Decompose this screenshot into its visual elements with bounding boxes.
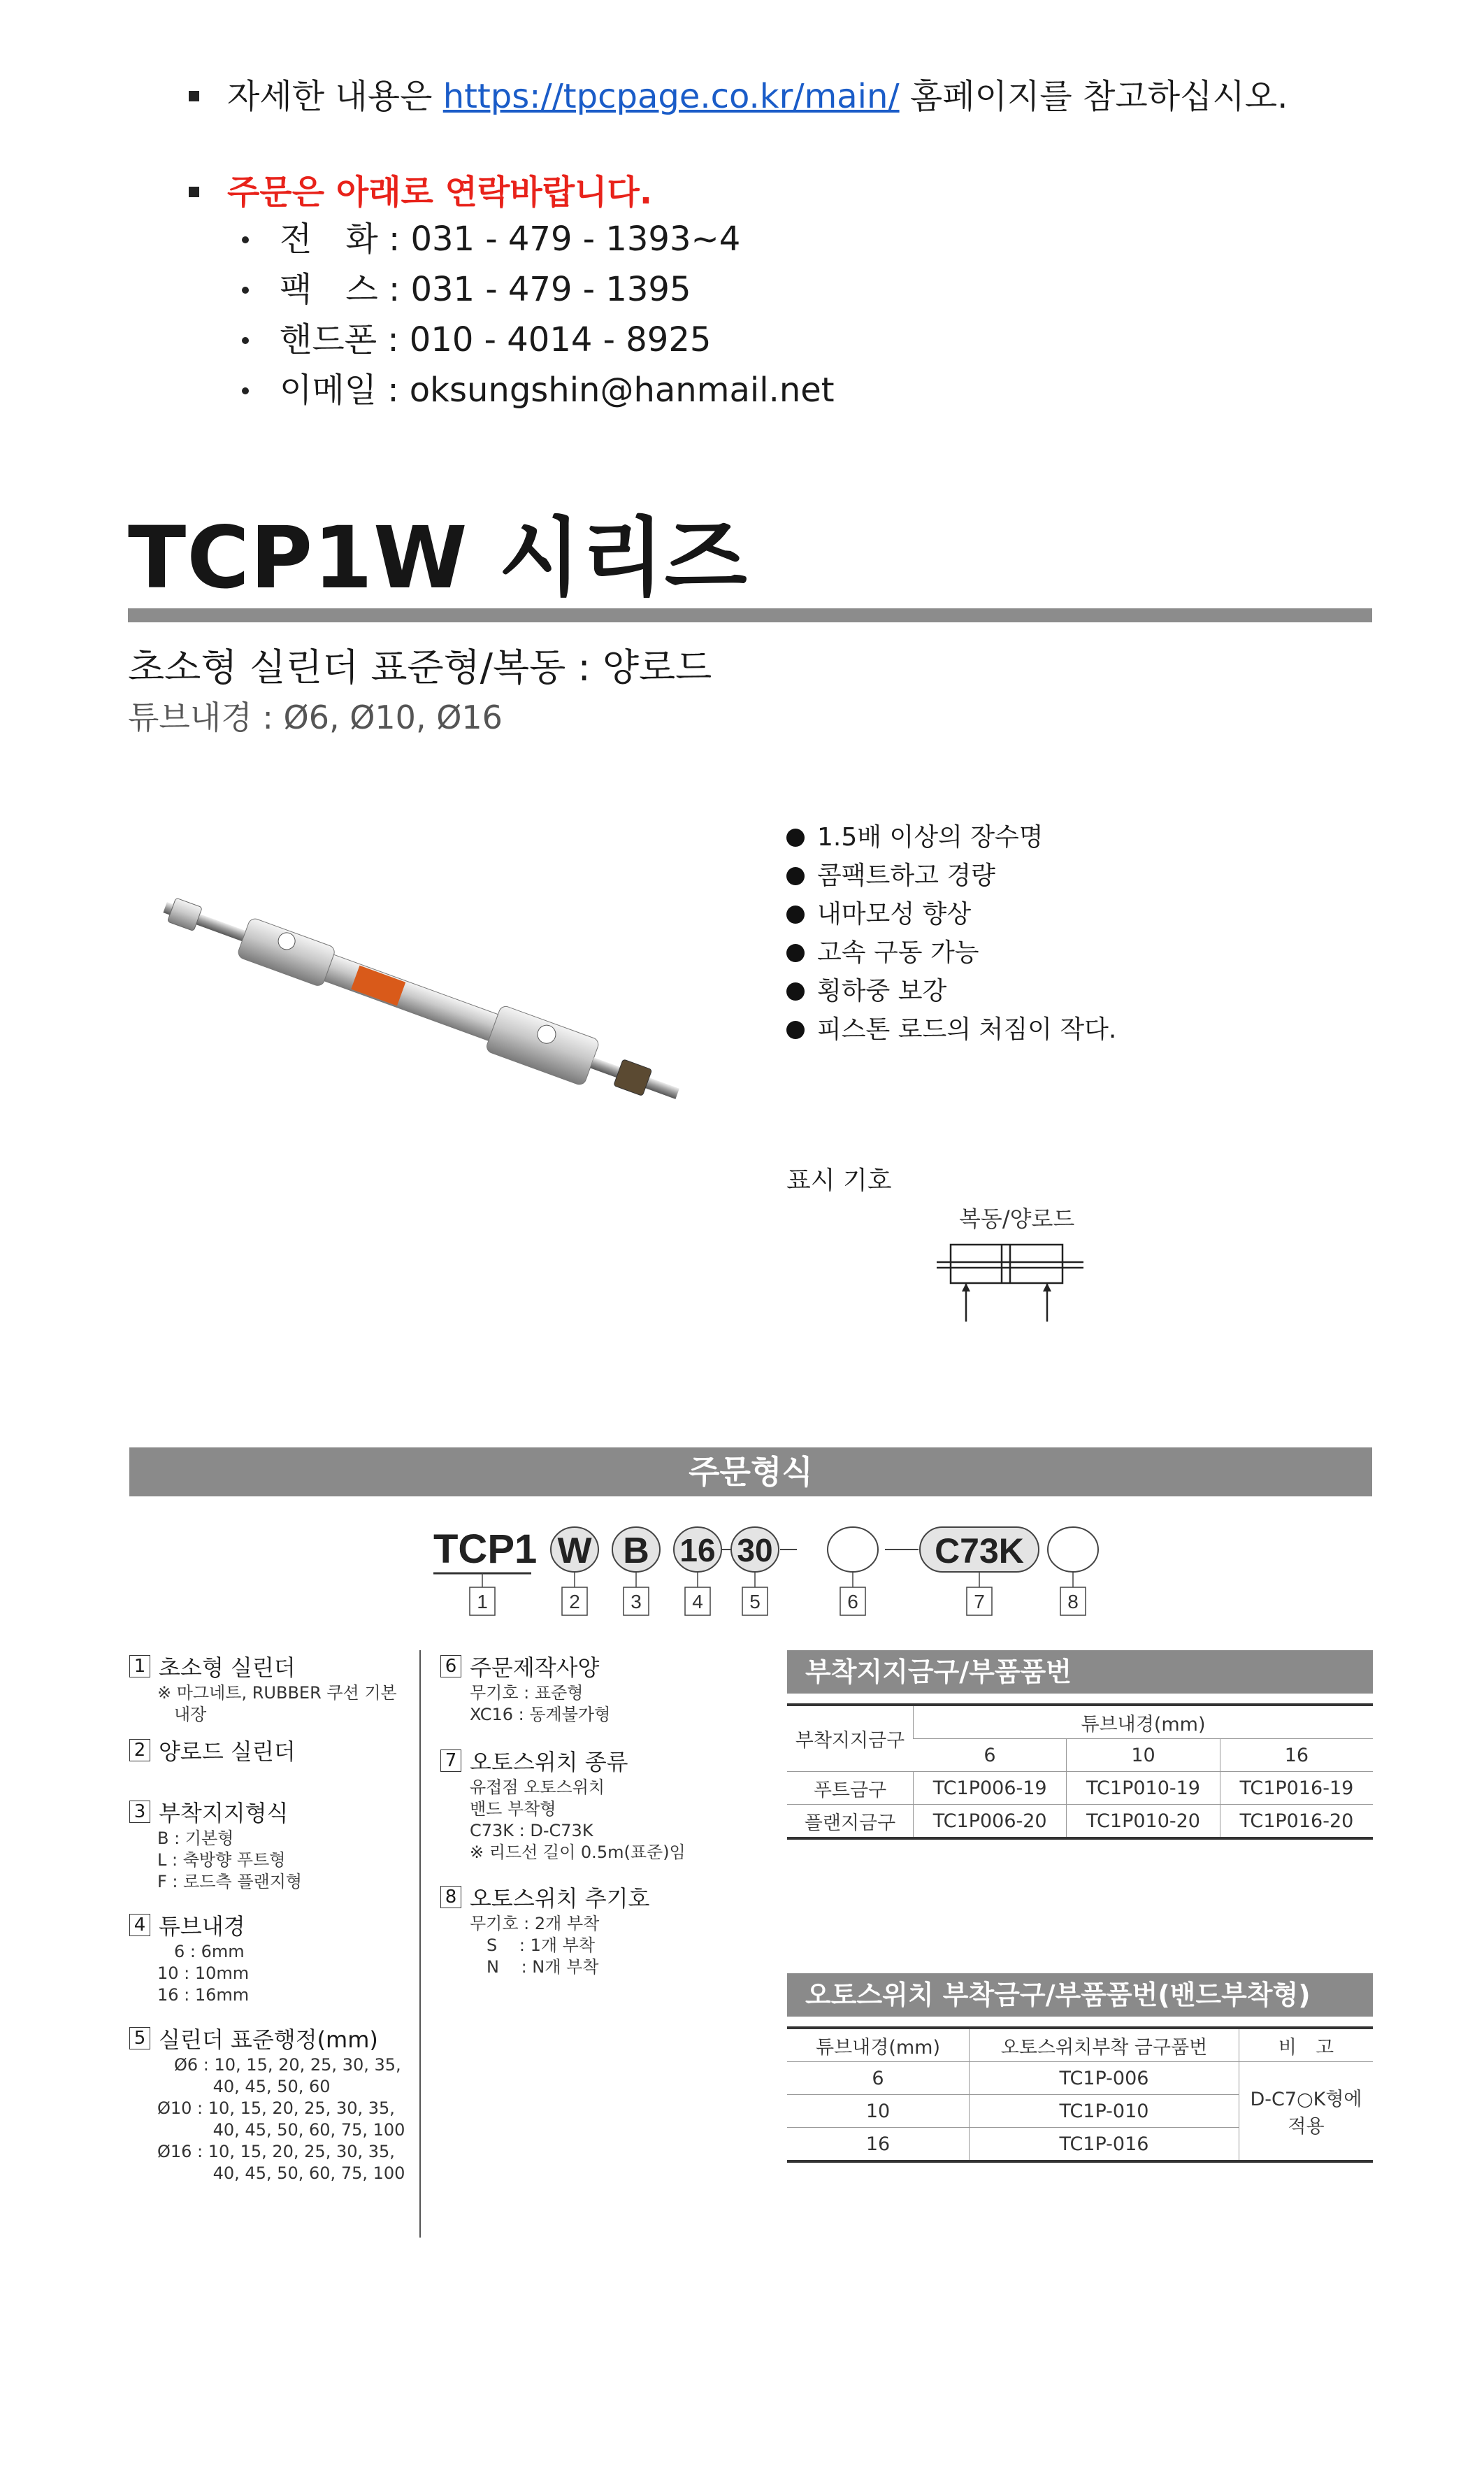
feature-item: 1.5배 이상의 장수명: [786, 818, 1116, 857]
box-number: 1: [477, 1591, 488, 1612]
box-number: 8: [1067, 1591, 1079, 1612]
table-row: 플랜지금구 TC1P006-20 TC1P010-20 TC1P016-20: [787, 1805, 1373, 1839]
contact-phone: 전 화 : 031 - 479 - 1393~4: [236, 214, 835, 264]
mount-table-title: 부착지지금구/부품품번: [787, 1650, 1373, 1694]
square-bullet-icon: [189, 187, 199, 197]
table-row: 16 TC1P-016: [787, 2128, 1373, 2162]
symbol-caption: 복동/양로드: [959, 1205, 1075, 1232]
code-prefix: TCP1: [433, 1526, 538, 1572]
contact-list: [236, 214, 835, 415]
title-divider: [128, 608, 1372, 622]
legend-item-1: 1 초소형 실린더 ※ 마그네트, RUBBER 쿠션 기본 내장: [129, 1650, 405, 1734]
box-number: 2: [569, 1591, 580, 1612]
legend-item-2: 2 양로드 실린더: [129, 1734, 405, 1796]
code-part-b: B: [623, 1531, 649, 1571]
feature-item: 횡하중 보강: [786, 972, 1116, 1010]
code-part-c73k: C73K: [935, 1531, 1024, 1570]
bore-sizes: 튜브내경 : Ø6, Ø10, Ø16: [128, 699, 503, 736]
table-row: 10 TC1P-010: [787, 2095, 1373, 2128]
contact-mobile: 핸드폰 : 010 - 4014 - 8925: [236, 315, 835, 365]
legend-divider: [419, 1650, 421, 2238]
legend-right: [440, 1650, 686, 1978]
page-title: TCP1W 시리즈: [128, 508, 748, 608]
notice-prefix: 자세한 내용은: [227, 77, 433, 116]
code-part-w: W: [557, 1531, 592, 1571]
code-part-16: 16: [679, 1532, 716, 1568]
order-contact-title: 주문은 아래로 연락바랍니다.: [189, 165, 652, 213]
feature-item: 고속 구동 가능: [786, 933, 1116, 972]
order-code-diagram: [419, 1510, 1118, 1622]
contact-email[interactable]: 이메일 : oksungshin@hanmail.net: [236, 365, 835, 415]
legend-item-8: 8 오토스위치 추기호 무기호 : 2개 부착 S : 1개 부착 N : N개 부착: [440, 1881, 686, 1978]
box-number: 5: [749, 1591, 761, 1612]
code-part-30: 30: [737, 1532, 773, 1568]
feature-item: 콤팩트하고 경량: [786, 857, 1116, 895]
order-format-header: 주문형식: [129, 1447, 1372, 1496]
contact-fax: 팩 스 : 031 - 479 - 1395: [236, 264, 835, 315]
feature-item: 피스톤 로드의 처짐이 작다.: [786, 1010, 1116, 1049]
table-row: 푸트금구 TC1P006-19 TC1P010-19 TC1P016-19: [787, 1772, 1373, 1805]
square-bullet-icon: [189, 91, 199, 101]
double-rod-cylinder-symbol-icon: [937, 1234, 1083, 1325]
legend-item-7: 7 오토스위치 종류 유접점 오토스위치 밴드 부착형 C73K : D-C73K ※ 리드선 길이 0.5m(표준)임: [440, 1745, 686, 1881]
feature-list: [786, 818, 1116, 1049]
mount-table-section: [787, 1650, 1373, 1840]
cylinder-product-image: [140, 860, 713, 1154]
switch-table-title: 오토스위치 부착금구/부품품번(밴드부착형): [787, 1973, 1373, 2017]
feature-item: 내마모성 향상: [786, 895, 1116, 933]
notice-line: [189, 76, 1288, 117]
mount-table: 부착지지금구 튜브내경(mm) 6 10 16 푸트금구 TC1P006-19 TC1P010-19 TC1P016-19 플랜지금구 TC1P006-20 TC1P010-20 TC1P016-20: [787, 1703, 1373, 1840]
box-number: 3: [631, 1591, 642, 1612]
switch-table: 튜브내경(mm) 오토스위치부착 금구품번 비 고 6 TC1P-006 D-C7○K형에 적용 10 TC1P-010 16 TC1P-016: [787, 2026, 1373, 2163]
legend-item-6: 6 주문제작사양 무기호 : 표준형 XC16 : 동계불가형: [440, 1650, 686, 1745]
legend-item-3: 3 부착지지형식 B : 기본형 L : 축방향 푸트형 F : 로드측 플랜지형: [129, 1796, 405, 1909]
notice-suffix: 홈페이지를 참고하십시오.: [909, 77, 1288, 116]
table-row: 6 TC1P-006 D-C7○K형에 적용: [787, 2062, 1373, 2095]
legend-item-5: 5 실린더 표준행정(mm) Ø6 : 10, 15, 20, 25, 30, 35, 40, 45, 50, 60 Ø10 : 10, 15, 20, 25, 30, 35, 40, 45, 50, 60, 75, 100 Ø16 : 10, 15, 20, 25, 30, 35, 40, 45, 50, 60, 75, 100: [129, 2022, 405, 2184]
box-number: 6: [847, 1591, 858, 1612]
box-number: 4: [692, 1591, 703, 1612]
symbol-label: 표시 기호: [786, 1166, 892, 1195]
legend-item-4: 4 튜브내경 6 : 6mm 10 : 10mm 16 : 16mm: [129, 1909, 405, 2022]
product-subtitle: 초소형 실린더 표준형/복동 : 양로드: [128, 645, 712, 689]
switch-table-section: [787, 1973, 1373, 2163]
legend-left: [129, 1650, 405, 2184]
homepage-link[interactable]: https://tpcpage.co.kr/main/: [442, 77, 900, 116]
box-number: 7: [974, 1591, 985, 1612]
